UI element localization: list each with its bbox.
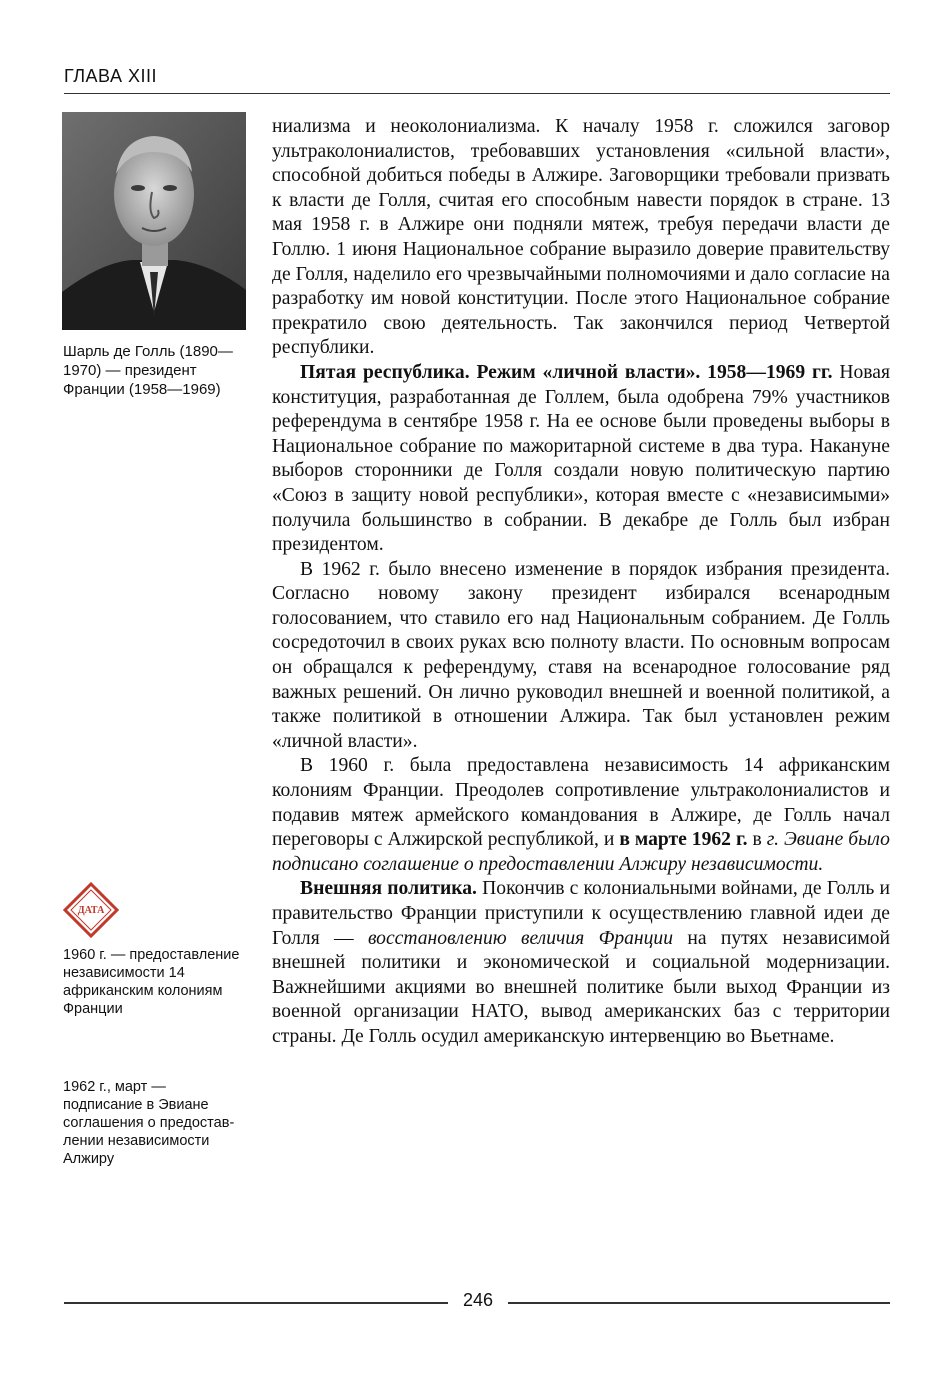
section-heading-foreign-policy: Внешняя политика. [300,878,477,900]
paragraph-5 [272,877,890,1049]
sidebar-date-1960: 1960 г. — предоставление независимости 14 африканским колониям Франции [63,947,240,1017]
paragraph-5-text-2: на путях независимой внешней политики и экономической и социальной модернизации. Важнейшими акциями во внешней политике были выход Франции из военной организации НАТО, вывод американских баз с территории страны. Де Голль осудил американскую интервенцию во Вьетнаме. [272,927,890,1047]
paragraph-4-date: в марте 1962 г. [619,829,748,851]
portrait-image [62,112,246,330]
date-badge-label: ДАТА [77,905,105,916]
page-number: 246 [462,1290,494,1310]
paragraph-5-text-1: Покончив с колониальными войнами, де Голль и правительство Франции приступили к осуществлению главной идеи де Голля — [272,878,890,949]
portrait-photo [62,112,246,330]
sidebar-date-1962: 1962 г., март — подписание в Эвиане соглашения о предоставлении независимости Алжиру [63,1079,235,1167]
paragraph-4-text: В 1960 г. была предоставлена независимость 14 африканским колониям Франции. Преодолев сопротивление ультраколониалистов и подавив мятеж армейского командования в Алжире, де Голль начал переговоры с Алжирской республикой, и [272,755,890,851]
paragraph-2-text: Новая конституция, разработанная де Голлем, была одобрена 79% участников референдума в сентябре 1958 г. На ее основе были проведены выборы в Национальное собрание по мажоритарной системе в два тура. Накануне выборов сторонники де Голля создали новую политическую партию «Союз в защиту новой республики», которая вместе с «независимыми» получила большинство в собрании. В декабре де Голль был избран президентом. [272,361,890,556]
page-footer [64,1290,890,1314]
footer-rule-left [64,1302,448,1304]
date-badge [63,882,119,938]
paragraph-5-italic: восстановлению величия Франции [367,927,674,949]
main-text [272,115,890,1050]
section-heading-fifth-republic: Пятая республика. Режим «личной власти». 1958—1969 гг. [300,361,833,383]
date-diamond-icon [63,882,119,938]
photo-caption: Шарль де Голль (1890—1970) — президент Франции (1958—1969) [63,343,233,398]
footer-rule-right [508,1302,890,1304]
paragraph-3: В 1962 г. было внесено изменение в порядок избрания президента. Согласно новому закону президент избирался всенародным голосованием, что ставило его над Национальным собранием. Де Голль сосредоточил в своих руках всю полноту власти. По основным вопросам он обращался к референдуму, ставя на всенародное голосование ряд важных решений. Он лично руководил внешней и военной политикой, а также политикой в отношении Алжира. Так был установлен режим «личной власти». [272,558,890,752]
paragraph-4-mid: в [747,829,767,851]
paragraph-4 [272,754,890,877]
paragraph-2 [272,361,890,558]
paragraph-4-italic: г. Эвиане было подписано соглашение о предоставлении Алжиру независимости. [272,829,890,875]
chapter-header: ГЛАВА XIII [64,66,890,94]
paragraph-1: ниализма и неоколониализма. К началу 1958 г. сложился заговор ультраколониалистов, требовавших установления «сильной власти», способной добиться победы в Алжире. Заговорщики требовали призвать к власти де Голля, считая его способным навести порядок в стране. 13 мая 1958 г. в Алжире они подняли мятеж, требуя передачи власти де Голлю. 1 июня Национальное собрание выразило доверие правительству де Голля, наделило его чрезвычайными полномочиями и дало согласие на разработку им новой конституции. После этого Национальное собрание прекратило свою деятельность. Так закончился период Четвертой республики. [272,116,890,359]
